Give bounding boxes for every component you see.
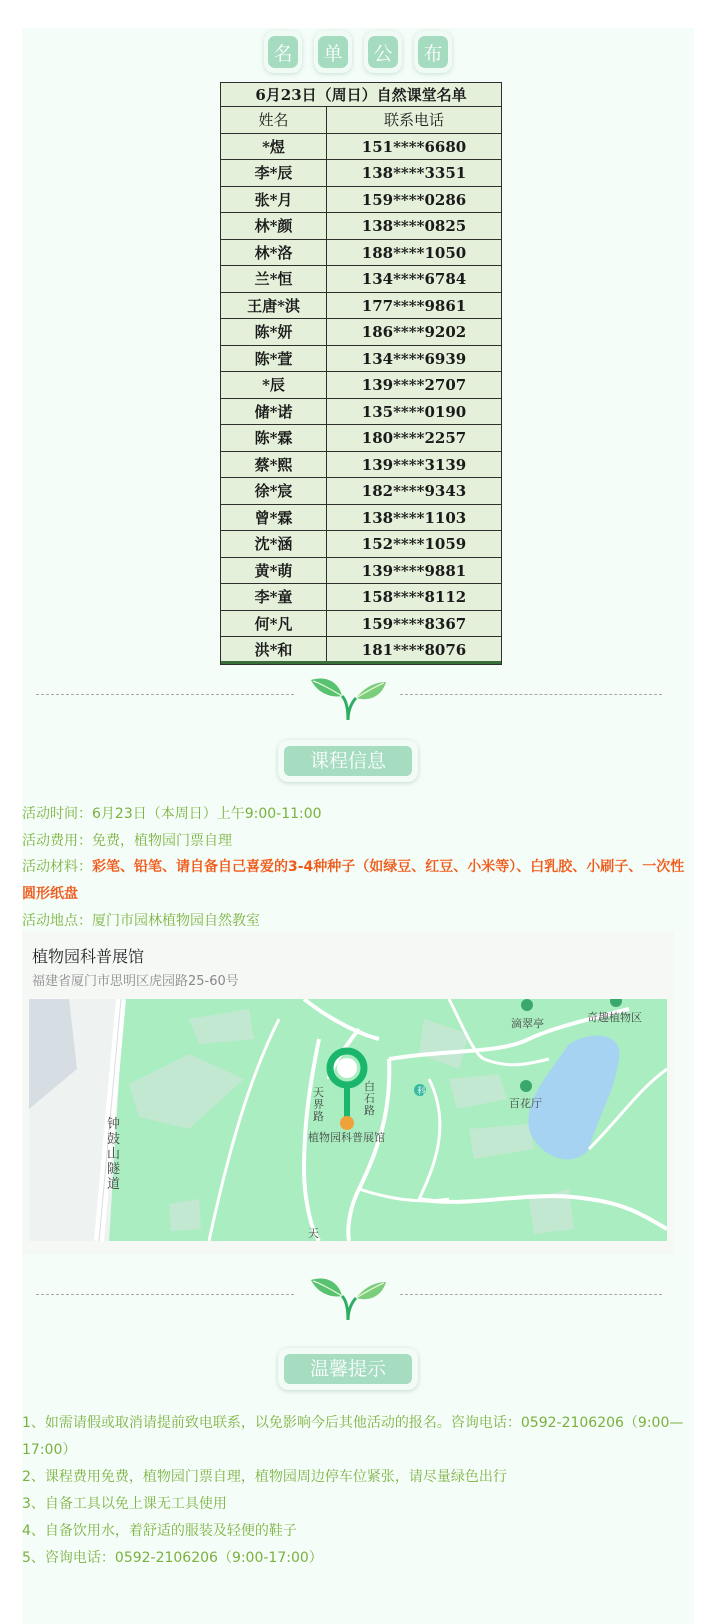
cell-name: *煜 [221,134,327,160]
table-row [221,266,501,293]
leaf-divider [36,670,662,722]
table-row [221,213,501,240]
title-chip [364,31,402,73]
table-row [221,637,501,664]
cell-name: 储*诺 [221,399,327,425]
tip-item: 1、如需请假或取消请提前致电联系，以免影响今后其他活动的报名。咨询电话：0592-2106206（9:00—17:00） [22,1415,684,1458]
tip-item: 2、课程费用免费，植物园门票自理，植物园周边停车位紧张，请尽量绿色出行 [22,1469,507,1485]
cell-phone: 138****3351 [361,164,467,182]
cell-name: *辰 [221,372,327,398]
cell-name: 黄*萌 [221,558,327,584]
sprout-icon [308,670,388,722]
table-row [221,160,501,187]
cell-phone: 139****2707 [361,376,467,394]
tips-list [22,1410,694,1572]
tips-heading [278,1348,418,1390]
title-char: 公 [368,36,398,68]
map-label-pin: 植物园科普展馆 [308,1131,385,1144]
table-row [221,319,501,346]
title-char: 单 [318,36,348,68]
cell-name: 陈*萱 [221,346,327,372]
cell-name: 李*童 [221,584,327,610]
title-chip [314,31,352,73]
course-info-heading-label: 课程信息 [284,746,412,776]
tip-item: 5、咨询电话：0592-2106206（9:00-17:00） [22,1550,323,1566]
title-chip [414,31,452,73]
article-body [22,28,694,1624]
title-char: 名 [268,36,298,68]
table-row [221,531,501,558]
activity-materials-value: 彩笔、铅笔、请自备自己喜爱的3-4种种子（如绿豆、红豆、小米等）、白乳胶、小刷子、一次性圆形纸盘 [22,859,685,902]
roster-title: 6月23日（周日）自然课堂名单 [221,83,501,107]
column-header-phone: 联系电话 [383,111,444,129]
cell-name: 张*月 [221,187,327,213]
map-label-road: 白石路 [364,1080,375,1117]
divider-line [400,694,662,695]
tip-item: 3、自备工具以免上课无工具使用 [22,1496,227,1512]
table-row [221,425,501,452]
table-row [221,187,501,214]
cell-phone: 159****0286 [361,190,467,209]
map-roads [29,999,667,1241]
divider-line [36,694,294,695]
divider-line [36,1294,294,1295]
table-row [221,240,501,267]
cell-phone: 188****1050 [361,243,467,262]
table-row [221,558,501,585]
roster-header-row [221,107,501,134]
cell-name: 陈*霖 [221,425,327,451]
tip-item: 4、自备饮用水，着舒适的服装及轻便的鞋子 [22,1523,297,1539]
announcement-title [22,31,694,75]
activity-location [22,908,694,935]
cell-phone: 139****9881 [361,561,467,580]
cell-name: 沈*涵 [221,531,327,557]
activity-time [22,801,694,828]
cell-name: 曾*霖 [221,505,327,531]
activity-fee [22,828,694,855]
cell-name: 兰*恒 [221,266,327,292]
activity-materials [22,854,694,908]
cell-phone: 134****6784 [361,270,467,288]
cell-name: 林*洛 [221,240,327,266]
cell-phone: 186****9202 [361,323,467,341]
table-row [221,134,501,161]
cell-name: 李*辰 [221,160,327,186]
table-row [221,372,501,399]
sprout-icon [308,1270,388,1322]
leaf-divider [36,1270,662,1322]
table-row [221,611,501,638]
cell-name: 徐*宸 [221,478,327,504]
column-header-name: 姓名 [221,107,327,133]
table-row [221,584,501,611]
roster-table [220,82,502,665]
activity-location-value: 厦门市园林植物园自然教室 [92,913,260,929]
table-row [221,452,501,479]
cell-phone: 152****1059 [361,535,467,553]
cell-name: 王唐*淇 [221,293,327,319]
cell-name: 林*颜 [221,213,327,239]
course-info-heading [278,740,418,782]
cell-phone: 159****8367 [361,614,467,633]
cell-phone: 180****2257 [361,429,467,447]
activity-time-label: 活动时间： [22,806,92,822]
table-row [221,478,501,505]
table-row [221,505,501,532]
activity-materials-label: 活动材料： [22,859,92,875]
cell-phone: 177****9861 [361,296,467,315]
cell-phone: 151****6680 [361,137,467,156]
cell-phone: 139****3139 [361,455,467,474]
cell-phone: 182****9343 [361,482,467,500]
cell-phone: 181****8076 [361,641,467,659]
map-view[interactable] [29,999,667,1241]
cell-name: 何*凡 [221,611,327,637]
cell-phone: 135****0190 [361,402,467,421]
cell-name: 陈*妍 [221,319,327,345]
map-poi-icon: 科 [417,1087,427,1097]
cell-phone: 158****8112 [361,588,467,606]
map-label-hall: 百花厅 [509,1097,542,1110]
title-chip [264,31,302,73]
table-row [221,293,501,320]
cell-phone: 134****6939 [361,349,467,368]
location-map-card[interactable] [22,932,674,1254]
table-row [221,399,501,426]
divider-line [400,1294,662,1295]
title-char: 布 [418,36,448,68]
table-row [221,346,501,373]
cell-phone: 138****0825 [361,217,467,235]
map-label-road: 天 [308,1227,319,1240]
map-label-tunnel: 钟鼓山隧道 [107,1117,121,1192]
map-label-pavilion: 滴翠亭 [511,1017,544,1030]
map-label-road: 天界路 [313,1086,324,1123]
map-address: 福建省厦门市思明区虎园路25-60号 [32,974,239,989]
activity-fee-label: 活动费用： [22,833,92,849]
map-place-name: 植物园科普展馆 [32,947,145,966]
tips-heading-label: 温馨提示 [284,1354,412,1384]
map-label-garden: 奇趣植物区 [587,1011,642,1024]
cell-name: 洪*和 [221,637,327,661]
activity-fee-value: 免费，植物园门票自理 [92,833,232,849]
cell-phone: 138****1103 [361,508,467,527]
cell-name: 蔡*熙 [221,452,327,478]
activity-time-value: 6月23日（本周日）上午9:00-11:00 [92,806,322,822]
activity-location-label: 活动地点： [22,913,92,929]
